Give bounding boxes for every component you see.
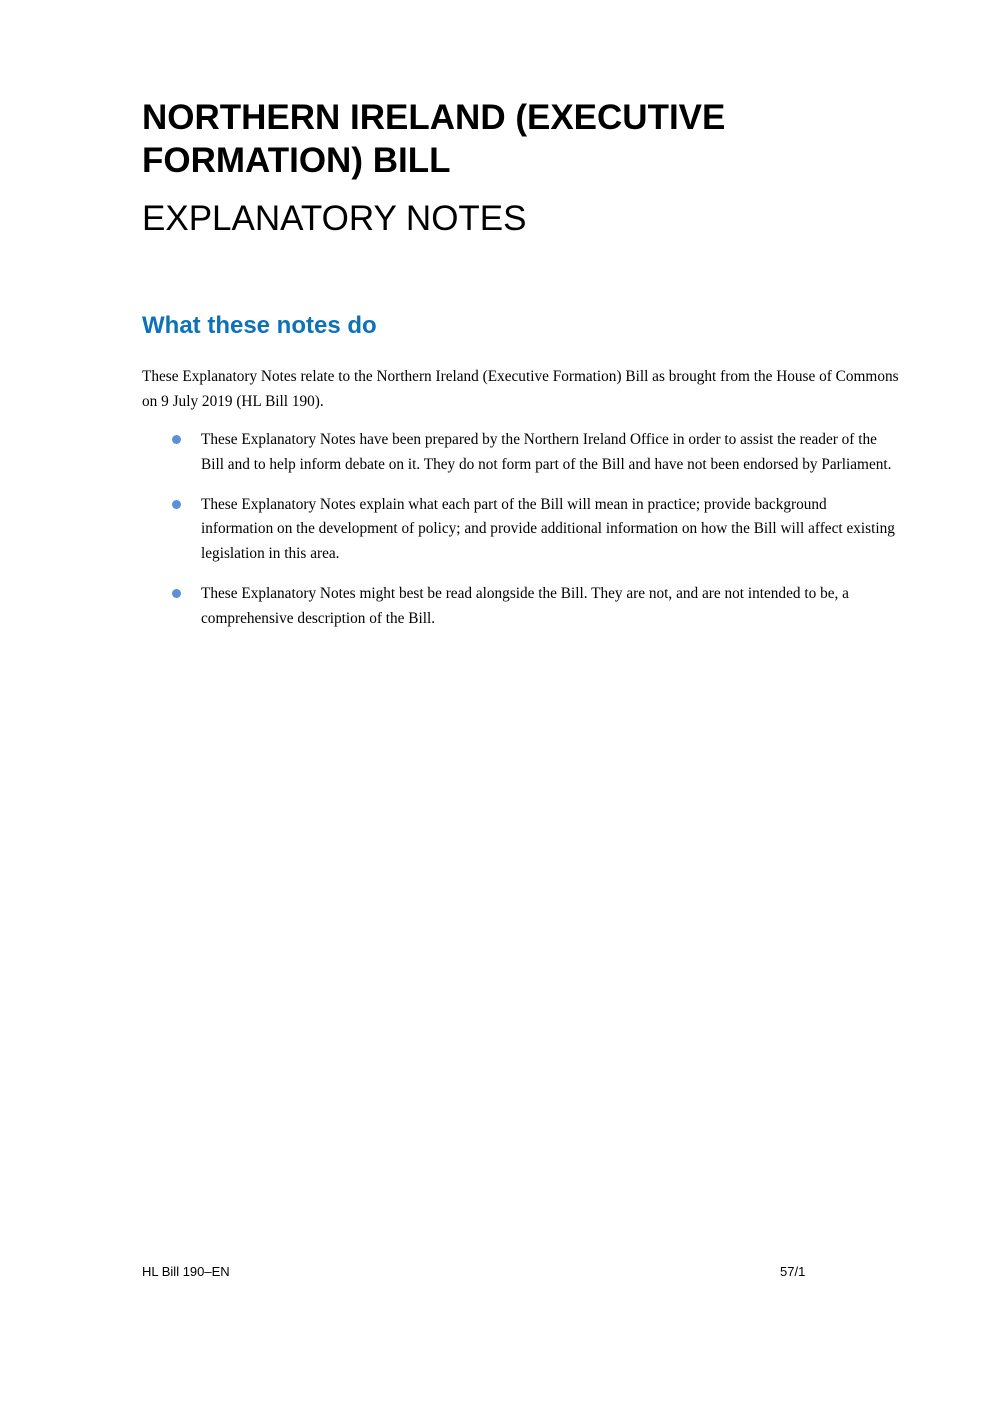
footer-page-number: 57/1: [780, 1264, 806, 1279]
section-heading: What these notes do: [142, 312, 377, 339]
footer-bill-reference: HL Bill 190–EN: [142, 1264, 230, 1279]
bullet-list: [142, 428, 902, 647]
bullet-dot-icon: [172, 500, 181, 509]
list-item-text: These Explanatory Notes might best be read alongside the Bill. They are not, and are not intended to be, a comprehensive description of the Bill.: [201, 584, 849, 627]
bullet-dot-icon: [172, 435, 181, 444]
document-title: NORTHERN IRELAND (EXECUTIVE FORMATION) BILL: [142, 98, 726, 180]
bullet-dot-icon: [172, 589, 181, 598]
list-item: [142, 493, 902, 567]
list-item: [142, 582, 902, 632]
intro-paragraph: These Explanatory Notes relate to the Northern Ireland (Executive Formation) Bill as brought from the House of Commons on 9 July 2019 (HL Bill 190).: [142, 368, 899, 410]
list-item-text: These Explanatory Notes explain what each part of the Bill will mean in practice; provide background information on the development of policy; and provide additional information on how the Bill will affect existing legislation in this area.: [201, 495, 895, 563]
list-item-text: These Explanatory Notes have been prepared by the Northern Ireland Office in order to assist the reader of the Bill and to help inform debate on it. They do not form part of the Bill and have not been endorsed by Parliament.: [201, 431, 892, 473]
document-subtitle: EXPLANATORY NOTES: [142, 199, 527, 238]
list-item: [142, 428, 902, 478]
